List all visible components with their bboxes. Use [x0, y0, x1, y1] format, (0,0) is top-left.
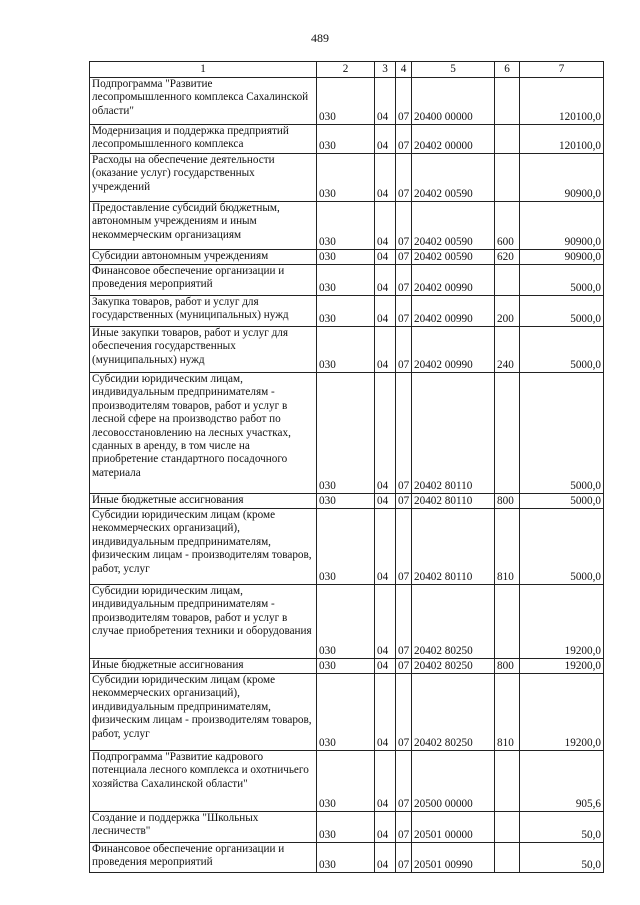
row-admin-code: 030 — [317, 202, 375, 250]
row-amount: 5000,0 — [520, 494, 604, 509]
row-name: Модернизация и поддержка предприятий лесопромышленного комплекса — [90, 125, 317, 154]
row-section: 04 — [375, 674, 396, 751]
table-row — [90, 659, 604, 674]
row-amount: 5000,0 — [520, 373, 604, 494]
table-row — [90, 265, 604, 296]
row-admin-code: 030 — [317, 296, 375, 327]
row-name: Финансовое обеспечение организации и проведения мероприятий — [90, 265, 317, 296]
row-name: Создание и поддержка "Школьных лесничеств" — [90, 812, 317, 843]
row-expense-type: 810 — [495, 674, 520, 751]
row-amount: 90900,0 — [520, 250, 604, 265]
row-subsection: 07 — [396, 327, 412, 373]
row-subsection: 07 — [396, 202, 412, 250]
row-name: Субсидии юридическим лицам, индивидуальным предпринимателям - производителям товаров, работ и услуг в лесной сфере на производство работ по лесовосстановлению на лесных участках, сданных в аренду, в том числе на приобретение стандартного посадочного материала — [90, 373, 317, 494]
row-expense-type: 810 — [495, 509, 520, 585]
row-admin-code: 030 — [317, 751, 375, 812]
row-section: 04 — [375, 843, 396, 873]
row-expense-type: 800 — [495, 659, 520, 674]
row-amount: 5000,0 — [520, 296, 604, 327]
row-admin-code: 030 — [317, 812, 375, 843]
table-row — [90, 494, 604, 509]
row-expense-type — [495, 125, 520, 154]
row-target-article: 20402 00590 — [412, 202, 495, 250]
row-name: Иные закупки товаров, работ и услуг для обеспечения государственных (муниципальных) нужд — [90, 327, 317, 373]
col-header-4: 4 — [396, 62, 412, 78]
row-admin-code: 030 — [317, 154, 375, 202]
row-expense-type: 620 — [495, 250, 520, 265]
row-admin-code: 030 — [317, 843, 375, 873]
row-section: 04 — [375, 585, 396, 659]
row-target-article: 20400 00000 — [412, 78, 495, 125]
row-subsection: 07 — [396, 154, 412, 202]
row-subsection: 07 — [396, 674, 412, 751]
row-amount: 19200,0 — [520, 659, 604, 674]
row-subsection: 07 — [396, 373, 412, 494]
row-expense-type — [495, 78, 520, 125]
row-amount: 19200,0 — [520, 585, 604, 659]
row-expense-type: 200 — [495, 296, 520, 327]
row-target-article: 20402 00990 — [412, 327, 495, 373]
row-amount: 50,0 — [520, 843, 604, 873]
row-target-article: 20402 80110 — [412, 494, 495, 509]
row-subsection: 07 — [396, 296, 412, 327]
row-subsection: 07 — [396, 265, 412, 296]
row-target-article: 20402 80250 — [412, 659, 495, 674]
row-admin-code: 030 — [317, 659, 375, 674]
row-name: Расходы на обеспечение деятельности (оказание услуг) государственных учреждений — [90, 154, 317, 202]
row-expense-type: 600 — [495, 202, 520, 250]
row-admin-code: 030 — [317, 585, 375, 659]
row-amount: 90900,0 — [520, 154, 604, 202]
table-row — [90, 585, 604, 659]
table-row — [90, 373, 604, 494]
row-section: 04 — [375, 202, 396, 250]
row-expense-type — [495, 373, 520, 494]
row-admin-code: 030 — [317, 250, 375, 265]
row-subsection: 07 — [396, 843, 412, 873]
row-subsection: 07 — [396, 494, 412, 509]
row-target-article: 20402 00590 — [412, 250, 495, 265]
row-subsection: 07 — [396, 250, 412, 265]
col-header-5: 5 — [412, 62, 495, 78]
table-row — [90, 296, 604, 327]
row-name: Иные бюджетные ассигнования — [90, 659, 317, 674]
table-row — [90, 202, 604, 250]
row-name: Подпрограмма "Развитие лесопромышленного комплекса Сахалинской области" — [90, 78, 317, 125]
row-section: 04 — [375, 812, 396, 843]
row-amount: 50,0 — [520, 812, 604, 843]
row-admin-code: 030 — [317, 674, 375, 751]
row-amount: 90900,0 — [520, 202, 604, 250]
row-section: 04 — [375, 751, 396, 812]
row-name: Подпрограмма "Развитие кадрового потенциала лесного комплекса и охотничьего хозяйства Сахалинской области" — [90, 751, 317, 812]
row-expense-type — [495, 265, 520, 296]
table-row — [90, 250, 604, 265]
row-target-article: 20402 80110 — [412, 509, 495, 585]
row-name: Финансовое обеспечение организации и проведения мероприятий — [90, 843, 317, 873]
row-section: 04 — [375, 373, 396, 494]
row-section: 04 — [375, 78, 396, 125]
row-target-article: 20402 00990 — [412, 265, 495, 296]
row-section: 04 — [375, 154, 396, 202]
row-subsection: 07 — [396, 585, 412, 659]
row-target-article: 20501 00990 — [412, 843, 495, 873]
col-header-6: 6 — [495, 62, 520, 78]
table-row — [90, 674, 604, 751]
row-subsection: 07 — [396, 125, 412, 154]
row-target-article: 20402 00000 — [412, 125, 495, 154]
row-section: 04 — [375, 509, 396, 585]
table-row — [90, 812, 604, 843]
row-admin-code: 030 — [317, 509, 375, 585]
row-subsection: 07 — [396, 751, 412, 812]
row-target-article: 20402 80250 — [412, 674, 495, 751]
row-expense-type — [495, 154, 520, 202]
row-expense-type — [495, 812, 520, 843]
row-admin-code: 030 — [317, 327, 375, 373]
row-expense-type: 240 — [495, 327, 520, 373]
row-amount: 5000,0 — [520, 509, 604, 585]
row-section: 04 — [375, 494, 396, 509]
row-target-article: 20402 00590 — [412, 154, 495, 202]
budget-table — [89, 61, 604, 873]
table-row — [90, 751, 604, 812]
table-row — [90, 843, 604, 873]
row-name: Предоставление субсидий бюджетным, автономным учреждениям и иным некоммерческим организациям — [90, 202, 317, 250]
row-amount: 19200,0 — [520, 674, 604, 751]
row-section: 04 — [375, 659, 396, 674]
row-name: Субсидии юридическим лицам (кроме некоммерческих организаций), индивидуальным предпринимателям, физическим лицам - производителям товаров, работ, услуг — [90, 509, 317, 585]
page-number: 489 — [311, 31, 329, 45]
row-name: Закупка товаров, работ и услуг для государственных (муниципальных) нужд — [90, 296, 317, 327]
row-admin-code: 030 — [317, 265, 375, 296]
row-name: Субсидии автономным учреждениям — [90, 250, 317, 265]
row-section: 04 — [375, 327, 396, 373]
row-name: Иные бюджетные ассигнования — [90, 494, 317, 509]
col-header-2: 2 — [317, 62, 375, 78]
row-expense-type — [495, 843, 520, 873]
row-admin-code: 030 — [317, 78, 375, 125]
row-name: Субсидии юридическим лицам (кроме некоммерческих организаций), индивидуальным предпринимателям, физическим лицам - производителям товаров, работ, услуг — [90, 674, 317, 751]
row-section: 04 — [375, 125, 396, 154]
table-row — [90, 509, 604, 585]
row-expense-type — [495, 585, 520, 659]
row-amount: 120100,0 — [520, 78, 604, 125]
row-amount: 5000,0 — [520, 327, 604, 373]
row-expense-type — [495, 751, 520, 812]
table-header-row — [90, 62, 604, 78]
row-subsection: 07 — [396, 812, 412, 843]
row-name: Субсидии юридическим лицам, индивидуальным предпринимателям - производителям товаров, работ и услуг в случае приобретения техники и оборудования — [90, 585, 317, 659]
col-header-7: 7 — [520, 62, 604, 78]
col-header-1: 1 — [90, 62, 317, 78]
row-amount: 5000,0 — [520, 265, 604, 296]
row-section: 04 — [375, 250, 396, 265]
row-target-article: 20501 00000 — [412, 812, 495, 843]
row-amount: 905,6 — [520, 751, 604, 812]
row-target-article: 20500 00000 — [412, 751, 495, 812]
table-row — [90, 154, 604, 202]
row-target-article: 20402 80110 — [412, 373, 495, 494]
table-row — [90, 78, 604, 125]
table-row — [90, 327, 604, 373]
row-subsection: 07 — [396, 659, 412, 674]
row-section: 04 — [375, 296, 396, 327]
table-row — [90, 125, 604, 154]
row-section: 04 — [375, 265, 396, 296]
row-target-article: 20402 00990 — [412, 296, 495, 327]
row-subsection: 07 — [396, 78, 412, 125]
row-admin-code: 030 — [317, 373, 375, 494]
row-target-article: 20402 80250 — [412, 585, 495, 659]
row-admin-code: 030 — [317, 125, 375, 154]
row-amount: 120100,0 — [520, 125, 604, 154]
row-expense-type: 800 — [495, 494, 520, 509]
col-header-3: 3 — [375, 62, 396, 78]
row-subsection: 07 — [396, 509, 412, 585]
row-admin-code: 030 — [317, 494, 375, 509]
